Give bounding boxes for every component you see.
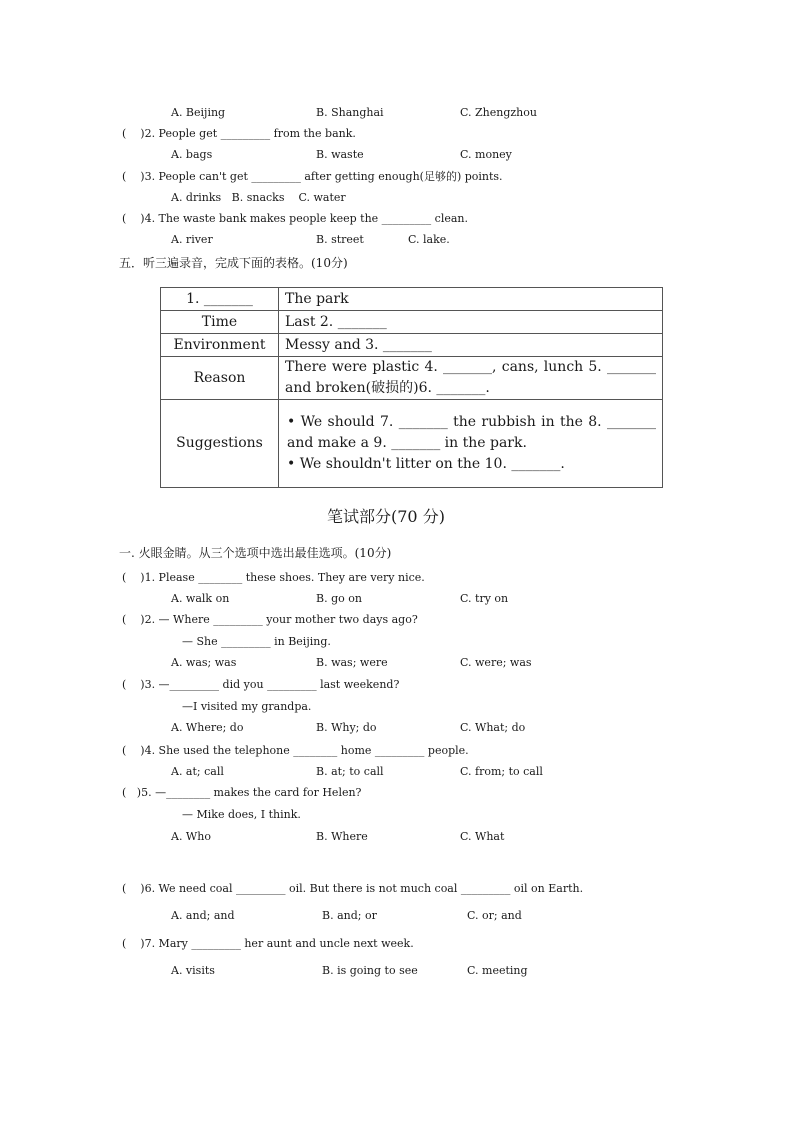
option-b: B. and; or <box>322 909 377 922</box>
question-3: ( )3. People can't get _________ after getting enough(足够的) points. <box>122 170 503 183</box>
table-row <box>161 400 663 488</box>
option-b: B. Shanghai <box>316 106 384 119</box>
table-row <box>161 311 663 334</box>
question-2: ( )2. People get _________ from the bank. <box>122 127 356 140</box>
question-1: ( )1. Please ________ these shoes. They are very nice. <box>122 571 425 584</box>
table-cell: Time <box>161 311 279 334</box>
option-a: A. visits <box>171 964 215 977</box>
question-3: ( )3. —_________ did you _________ last weekend? <box>122 678 400 691</box>
option-a: A. was; was <box>171 656 237 669</box>
table-cell: 1. _______ <box>161 288 279 311</box>
option-b: B. was; were <box>316 656 388 669</box>
bullet-item: • We shouldn't litter on the 10. _______. <box>287 456 565 472</box>
table-cell: Environment <box>161 334 279 357</box>
option-b: B. street <box>316 233 364 246</box>
question-6: ( )6. We need coal _________ oil. But there is not much coal _________ oil on Earth. <box>122 882 584 895</box>
option-a: A. Beijing <box>171 106 226 119</box>
option-c: C. meeting <box>467 964 528 977</box>
table-cell: There were plastic 4. _______, cans, lunch 5. _______ and broken(破损的)6. _______. <box>279 357 663 400</box>
table-cell: Suggestions <box>161 400 279 488</box>
section-heading: 五．听三遍录音，完成下面的表格。(10分) <box>119 256 348 270</box>
option-a: A. and; and <box>171 909 235 922</box>
option-a: A. river <box>171 233 213 246</box>
option-c: C. from; to call <box>460 765 543 778</box>
bullet-item: • We should 7. _______ the rubbish in the 8. _______ and make a 9. _______ in the park. <box>287 414 656 451</box>
option-b: B. Why; do <box>316 721 377 734</box>
reply-line: — She _________ in Beijing. <box>182 635 331 648</box>
option-c: C. try on <box>460 592 509 605</box>
reply-line: — Mike does, I think. <box>182 808 301 821</box>
option-a: A. Where; do <box>171 721 244 734</box>
question-4: ( )4. The waste bank makes people keep the _________ clean. <box>122 212 468 225</box>
table-row <box>161 357 663 400</box>
reply-line: —I visited my grandpa. <box>182 700 312 713</box>
table-row <box>161 288 663 311</box>
option-c: C. What <box>460 830 505 843</box>
option-c: C. or; and <box>467 909 522 922</box>
option-a: A. at; call <box>171 765 224 778</box>
question-4: ( )4. She used the telephone ________ home _________ people. <box>122 744 469 757</box>
question-2: ( )2. — Where _________ your mother two days ago? <box>122 613 418 626</box>
option-a: A. walk on <box>171 592 230 605</box>
option-b: B. Where <box>316 830 368 843</box>
option-c: C. lake. <box>408 233 450 246</box>
table-cell <box>279 400 663 488</box>
page-title: 笔试部分(70 分) <box>327 507 445 526</box>
option-c: C. What; do <box>460 721 526 734</box>
option-a: A. Who <box>171 830 211 843</box>
table-cell: Last 2. _______ <box>279 311 663 334</box>
option-c: C. were; was <box>460 656 532 669</box>
table-cell: The park <box>279 288 663 311</box>
option-b: B. is going to see <box>322 964 418 977</box>
option-c: C. money <box>460 148 512 161</box>
section-heading: 一. 火眼金睛。从三个选项中选出最佳选项。(10分) <box>119 546 392 560</box>
question-5: ( )5. —________ makes the card for Helen? <box>122 786 362 799</box>
option-a: A. bags <box>171 148 213 161</box>
listening-table <box>160 287 663 488</box>
table-row <box>161 334 663 357</box>
options-line: A. drinks B. snacks C. water <box>171 191 346 204</box>
question-7: ( )7. Mary _________ her aunt and uncle next week. <box>122 937 414 950</box>
option-c: C. Zhengzhou <box>460 106 537 119</box>
option-b: B. go on <box>316 592 362 605</box>
table-cell: Messy and 3. _______ <box>279 334 663 357</box>
option-b: B. waste <box>316 148 364 161</box>
table-cell: Reason <box>161 357 279 400</box>
option-b: B. at; to call <box>316 765 384 778</box>
